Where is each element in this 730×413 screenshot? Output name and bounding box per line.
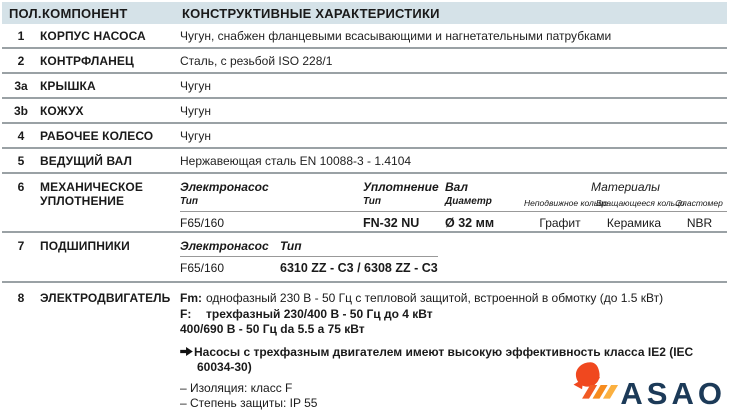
table-row — [2, 99, 727, 124]
table-row — [2, 24, 727, 49]
table-row — [2, 149, 727, 174]
seal-val-stationary: Графит — [539, 216, 581, 230]
seal-col-materials: Материалы — [591, 180, 660, 194]
row-value: Нержавеющая сталь EN 10088-3 - 1.4104 — [180, 153, 412, 168]
table-row — [2, 124, 727, 149]
table-row — [2, 49, 727, 74]
row-component: ВЕДУЩИЙ ВАЛ — [40, 153, 133, 168]
bearings-col-pump: Электронасос — [180, 239, 269, 253]
seal-col-shaft-sub: Диаметр — [445, 196, 492, 207]
bearings-col-type: Тип — [280, 239, 302, 253]
motor-fm-label: Fm: — [180, 291, 202, 305]
seal-col-pump-sub: Тип — [180, 196, 198, 207]
motor-f-text: трехфазный 230/400 В - 50 Гц до 4 кВт — [206, 306, 433, 321]
row-pos: 3a — [14, 78, 28, 93]
table-header-row — [2, 2, 727, 24]
seal-col-pump: Электронасос — [180, 180, 269, 194]
row-pos: 4 — [17, 128, 25, 143]
row-component: МЕХАНИЧЕСКОЕ УПЛОТНЕНИЕ — [40, 180, 143, 208]
brand-logo-text: ASAO — [620, 376, 726, 411]
seal-col-stationary-ring: Неподвижное кольцо — [524, 198, 608, 208]
seal-col-rotating-ring: Вращающееся кольцо — [596, 198, 685, 208]
motor-insulation: – Изоляция: класс F — [180, 380, 293, 395]
table-row-bearings — [2, 233, 727, 283]
row-value: Сталь, с резьбой ISO 228/1 — [180, 53, 333, 68]
header-pos: ПОЛ. — [9, 5, 42, 21]
table-row-mechanical-seal — [2, 174, 727, 233]
motor-protection: – Степень защиты: IP 55 — [180, 395, 318, 410]
row-value: Чугун — [180, 78, 212, 93]
seal-val-shaft: Ø 32 мм — [445, 216, 495, 230]
seal-subtable — [180, 180, 727, 230]
row-value: Чугун, снабжен фланцевыми всасывающими и нагнетательными патрубками — [180, 28, 612, 43]
row-value: Чугун — [180, 103, 212, 118]
row-value: Чугун — [180, 128, 212, 143]
seal-col-elastomer: Эластомер — [676, 198, 723, 208]
row-component: ЭЛЕКТРОДВИГАТЕЛЬ — [40, 291, 171, 305]
seal-val-pump: F65/160 — [180, 216, 225, 230]
row-pos: 1 — [17, 28, 25, 43]
row-component: КОНТРФЛАНЕЦ — [40, 53, 134, 68]
motor-fm-text: однофазный 230 В - 50 Гц с тепловой защитой, встроенной в обмотку (до 1.5 кВт) — [206, 291, 664, 305]
seal-col-shaft: Вал — [445, 180, 468, 194]
row-pos: 7 — [17, 239, 25, 253]
row-component: ПОДШИПНИКИ — [40, 239, 130, 253]
row-pos: 5 — [17, 153, 25, 168]
bearings-val-pump: F65/160 — [180, 261, 225, 275]
seal-col-seal-sub: Тип — [363, 196, 381, 207]
row-pos: 3b — [13, 103, 28, 118]
asao-swan-icon — [572, 357, 620, 408]
header-component: КОМПОНЕНТ — [42, 5, 128, 21]
table-row — [2, 74, 727, 99]
motor-line-f2: 400/690 В - 50 Гц da 5.5 а 75 кВт — [180, 322, 365, 336]
row-pos: 8 — [17, 291, 25, 305]
row-component: КОЖУХ — [40, 103, 84, 118]
row-pos: 2 — [17, 53, 25, 68]
row-component: КОРПУС НАСОСА — [40, 28, 146, 43]
header-characteristics: КОНСТРУКТИВНЫЕ ХАРАКТЕРИСТИКИ — [182, 5, 440, 21]
seal-val-elastomer: NBR — [686, 216, 713, 230]
seal-val-seal: FN-32 NU — [363, 216, 420, 230]
seal-val-rotating: Керамика — [606, 216, 662, 230]
brand-logo — [572, 357, 726, 411]
motor-note-text: Насосы с трехфазным двигателем имеют высокую эффективность класса IE2 (IEC 60034-30) — [194, 344, 694, 374]
bearings-subtable — [180, 239, 727, 275]
row-component: КРЫШКА — [40, 78, 96, 93]
row-pos: 6 — [17, 180, 25, 194]
motor-line-f — [180, 307, 727, 323]
right-arrow-icon — [180, 345, 194, 360]
motor-f-label: F: — [180, 306, 192, 321]
seal-col-seal: Уплотнение — [363, 180, 439, 194]
row-component: РАБОЧЕЕ КОЛЕСО — [40, 128, 154, 143]
motor-line-fm — [180, 291, 727, 307]
bearings-val-type: 6310 ZZ - C3 / 6308 ZZ - C3 — [280, 261, 438, 275]
